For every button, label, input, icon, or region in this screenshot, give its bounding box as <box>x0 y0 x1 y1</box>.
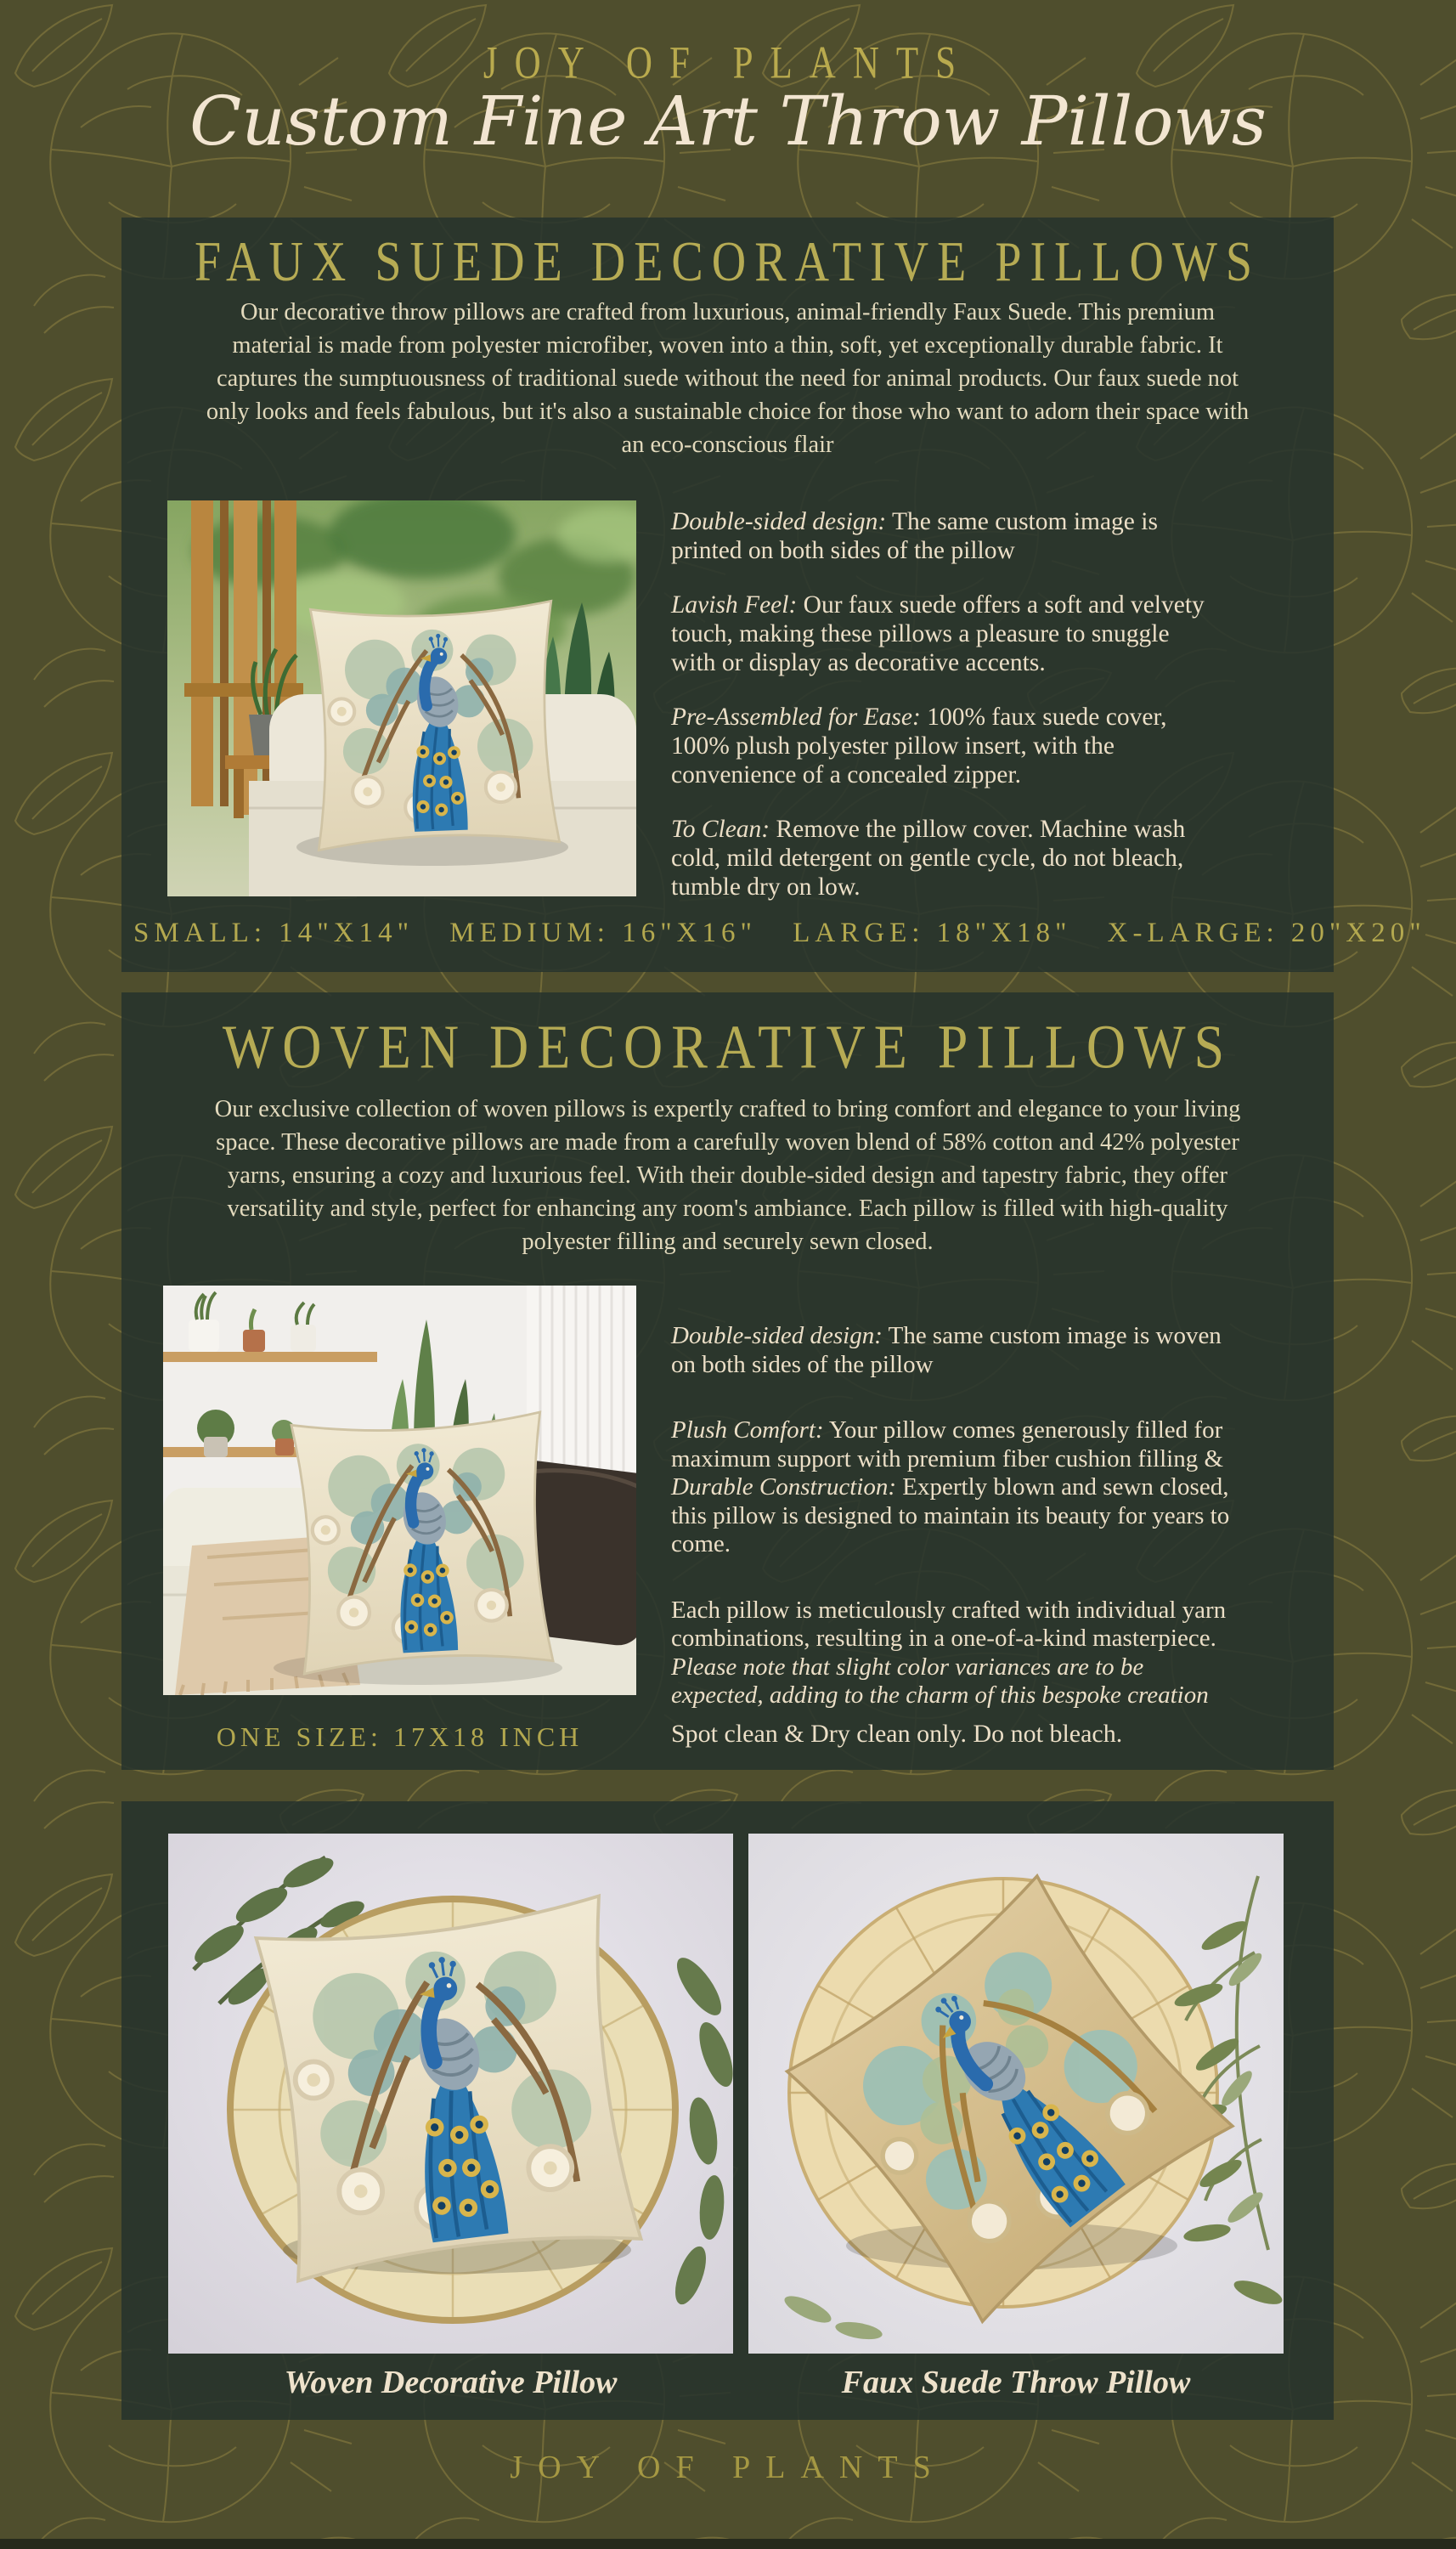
gallery-photo-woven <box>168 1834 733 2354</box>
feature-label: Double-sided design: <box>671 1322 883 1349</box>
size-small: SMALL: 14"X14" <box>133 918 415 948</box>
feature-item <box>671 1416 1232 1559</box>
feature-item <box>671 591 1215 677</box>
bottom-edge-strip <box>0 2539 1456 2549</box>
woven-lifestyle-photo <box>163 1286 636 1695</box>
feature-text: The same custom image is woven on both sides of the pillow <box>671 1322 1222 1378</box>
feature-item <box>671 507 1215 565</box>
woven-feature-list <box>671 1322 1232 1748</box>
feature-label: Plush Comfort: <box>671 1416 824 1444</box>
footer-brand: JOY OF PLANTS <box>510 2450 946 2485</box>
woven-photo-scene <box>163 1286 636 1695</box>
faux-suede-sizes-line <box>121 918 1426 949</box>
feature-item <box>671 1597 1232 1710</box>
gallery-caption-woven: Woven Decorative Pillow <box>284 2365 618 2400</box>
feature-label: Durable Construction: <box>671 1473 897 1501</box>
feature-text: Each pillow is meticulously crafted with individual yarn combinations, resulting in a one-of-a-kind masterpiece. <box>671 1596 1227 1652</box>
feature-label: To Clean: <box>671 816 770 843</box>
feature-text: Expertly blown and sewn closed, this pillow is designed to maintain its beauty for years to come. <box>671 1473 1230 1557</box>
size-large: LARGE: 18"X18" <box>793 918 1072 948</box>
feature-text: The same custom image is printed on both sides of the pillow <box>671 508 1158 564</box>
panel-faux-suede <box>121 218 1426 972</box>
panel-woven <box>121 992 1334 1770</box>
feature-item <box>671 703 1215 789</box>
woven-heading: WOVEN DECORATIVE PILLOWS <box>222 1012 1233 1082</box>
gallery-faux-scene <box>748 1834 1284 2354</box>
feature-label: Double-sided design: <box>671 508 887 535</box>
size-medium: MEDIUM: 16"X16" <box>449 918 757 948</box>
brand-tagline: Custom Fine Art Throw Pillows <box>189 82 1267 161</box>
gallery-woven-scene <box>168 1834 733 2354</box>
ampersand: & <box>1204 1444 1224 1472</box>
panel-gallery <box>121 1801 1334 2420</box>
faux-suede-feature-list <box>671 507 1215 927</box>
faux-suede-intro: Our decorative throw pillows are crafted from luxurious, animal-friendly Faux Suede. This premium material is made from polyester microfiber, woven into a thin, soft, yet exceptionally durable fabric. It captures the sumptuousness of traditional suede without the need for animal products. Our faux suede not only looks and feels fabulous, but it's also a sustainable choice for those who want to adorn their space with an eco-conscious flair <box>206 299 1250 458</box>
gallery-caption-faux-suede: Faux Suede Throw Pillow <box>841 2365 1191 2400</box>
woven-care-note: Spot clean & Dry clean only. Do not bleach. <box>671 1720 1123 1748</box>
size-xlarge: X-LARGE: 20"X20" <box>1107 918 1426 948</box>
faux-suede-lifestyle-photo <box>167 500 636 896</box>
faux-suede-photo-scene <box>167 500 636 896</box>
feature-label: Pre-Assembled for Ease: <box>671 704 921 731</box>
gallery-photo-faux-suede <box>748 1834 1284 2354</box>
brand-title: JOY OF PLANTS <box>483 38 973 88</box>
feature-text: Your pillow comes generously filled for maximum support with premium fiber cushion filling <box>671 1416 1223 1472</box>
feature-note: Please note that slight color variances are to be expected, adding to the charm of this bespoke creation <box>671 1653 1209 1709</box>
woven-size-line: ONE SIZE: 17X18 INCH <box>216 1721 584 1752</box>
woven-intro: Our exclusive collection of woven pillows is expertly crafted to bring comfort and elegance to your living space. These decorative pillows are made from a carefully woven blend of 58% cotton and 42% polyester yarns, ensuring a cozy and luxurious feel. With their double-sided design and tapestry fabric, they offer versatility and style, perfect for enhancing any room's ambiance. Each pillow is filled with high-quality polyester filling and securely sewn closed. <box>214 1096 1241 1255</box>
feature-item <box>671 815 1215 901</box>
feature-item <box>671 1322 1232 1379</box>
feature-text: 100% faux suede cover, 100% plush polyester pillow insert, with the convenience of a concealed zipper. <box>671 704 1167 788</box>
feature-text: Remove the pillow cover. Machine wash cold, mild detergent on gentle cycle, do not bleach, tumble dry on low. <box>671 816 1186 901</box>
feature-label: Lavish Feel: <box>671 591 798 619</box>
faux-suede-heading: FAUX SUEDE DECORATIVE PILLOWS <box>195 230 1261 294</box>
feature-text: Our faux suede offers a soft and velvety touch, making these pillows a pleasure to snuggle with or display as decorative accents. <box>671 591 1205 676</box>
